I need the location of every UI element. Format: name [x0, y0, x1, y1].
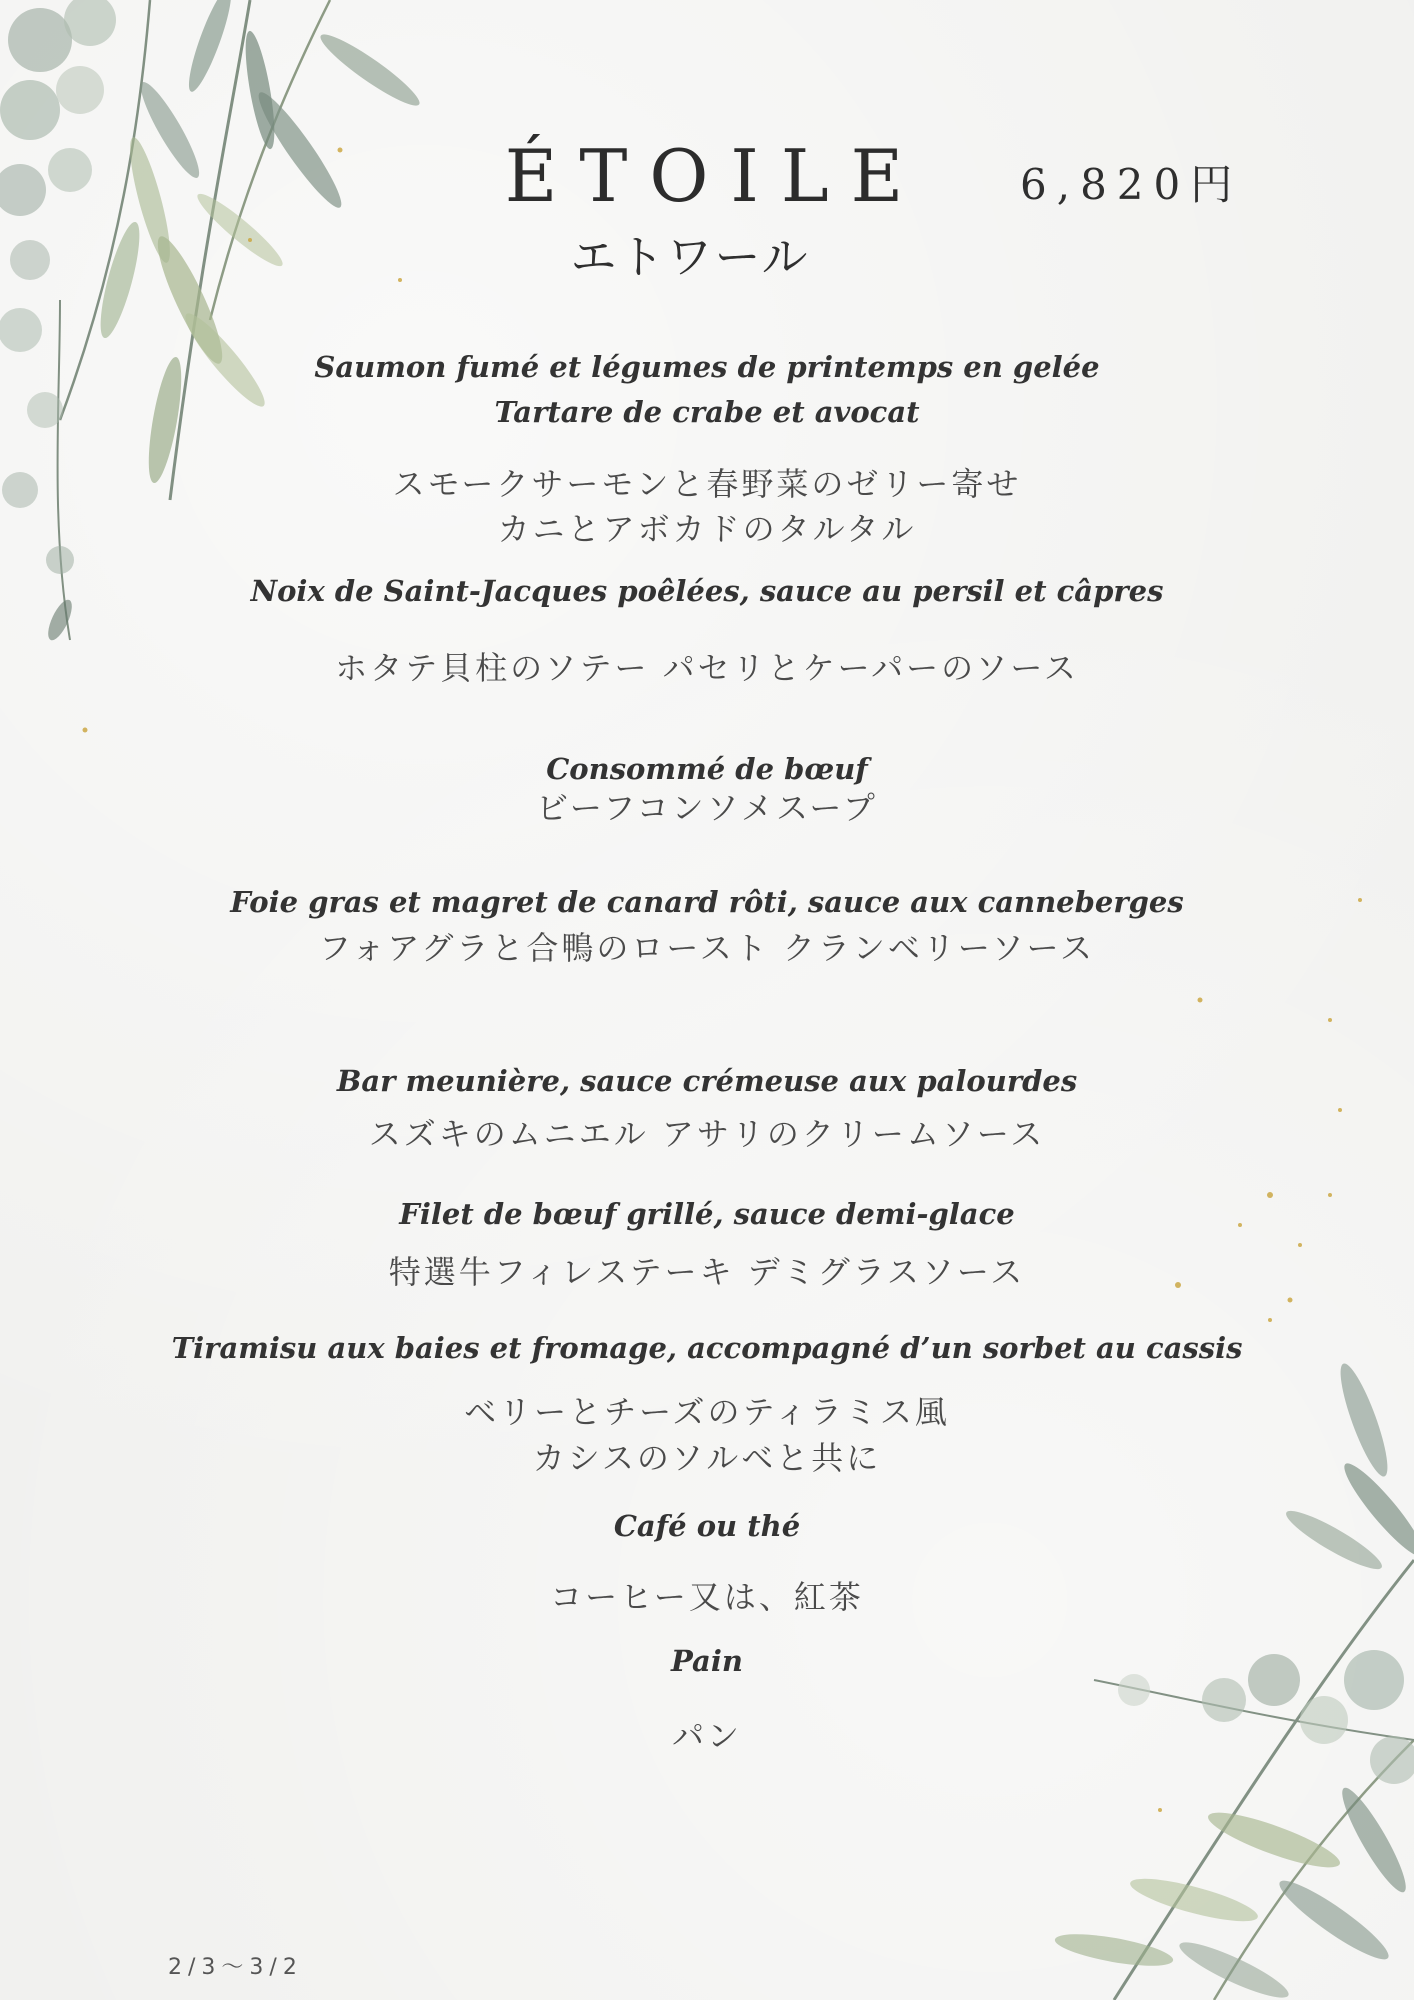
course-french-name: Tartare de crabe et avocat: [494, 395, 920, 429]
menu-subtitle: エトワール: [570, 230, 810, 284]
course-french-name: Tiramisu aux baies et fromage, accompagné d’un sorbet au cassis: [171, 1331, 1243, 1365]
course-french-name: Bar meunière, sauce crémeuse aux palourdes: [336, 1064, 1078, 1098]
course-french-name: Saumon fumé et légumes de printemps en gelée: [314, 350, 1100, 384]
course-french-name: Café ou thé: [613, 1509, 801, 1543]
course-japanese-name: コーヒー又は、紅茶: [550, 1578, 864, 1616]
course-french-name: Noix de Saint-Jacques poêlées, sauce au persil et câpres: [250, 574, 1164, 608]
menu-price: 6,820円: [1020, 160, 1243, 209]
course-japanese-name: 特選牛フィレステーキ デミグラスソース: [388, 1253, 1026, 1291]
course-french-name: Pain: [671, 1644, 743, 1678]
course-japanese-name: ホタテ貝柱のソテー パセリとケーパーのソース: [335, 649, 1079, 687]
menu-date-range: 2/3～3/2: [168, 1955, 303, 1980]
course-french-name: Consommé de bœuf: [546, 752, 868, 786]
course-french-name: Filet de bœuf grillé, sauce demi-glace: [399, 1197, 1015, 1231]
course-japanese-name: スモークサーモンと春野菜のゼリー寄せ: [392, 465, 1022, 503]
menu-title: ÉTOILE: [504, 134, 926, 218]
course-japanese-name: ベリーとチーズのティラミス風: [464, 1393, 950, 1431]
course-japanese-name: カシスのソルベと共に: [532, 1439, 882, 1477]
course-japanese-name: スズキのムニエル アサリのクリームソース: [368, 1115, 1046, 1153]
course-japanese-name: フォアグラと合鴨のロースト クランベリーソース: [318, 929, 1096, 967]
course-japanese-name: ビーフコンソメスープ: [536, 789, 878, 827]
course-japanese-name: パン: [671, 1717, 742, 1755]
course-french-name: Foie gras et magret de canard rôti, sauce aux canneberges: [230, 885, 1184, 919]
course-japanese-name: カニとアボカドのタルタル: [497, 510, 917, 548]
